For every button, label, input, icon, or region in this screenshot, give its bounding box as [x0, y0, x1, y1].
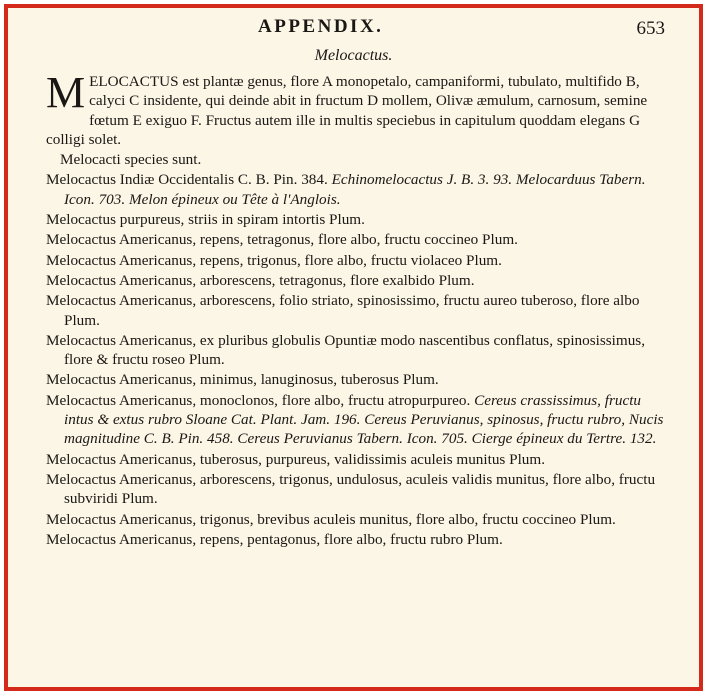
body-text: [46, 68, 671, 550]
section-title: Melocactus.: [314, 47, 393, 64]
entry-roman: Melocactus Americanus, monoclonos, flore albo, fructu atropurpureo.: [46, 391, 471, 409]
page-header: [8, 14, 699, 44]
running-title: APPENDIX.: [258, 16, 384, 37]
entry: [46, 450, 671, 469]
entry-roman: Melocactus Americanus, arborescens, tetragonus, flore exalbido Plum.: [46, 271, 475, 289]
entry: [46, 170, 671, 209]
entry-roman: Melocactus Americanus, arborescens, folio striato, spinosissimo, fructu aureo tuberoso, flore albo Plum.: [46, 292, 640, 329]
book-page: [8, 8, 699, 687]
intro-text: est plantæ genus, flore A monopetalo, campaniformi, tubulato, multifido B, calyci C insidente, qui deinde abit in fructum D mollem, Olivæ æmulum, carnosum, semine fœtum E exiguo F. Fructus autem ille in multis speciebus in capitulum quoddam elegans G colligi solet.: [46, 73, 648, 148]
entry-roman: Melocactus Americanus, repens, pentagonus, flore albo, fructu rubro Plum.: [46, 530, 503, 548]
entry: [46, 331, 671, 370]
entry: [46, 210, 671, 229]
entry: [46, 370, 671, 389]
entry-roman: Melocactus Americanus, ex pluribus globulis Opuntiæ modo nascentibus conflatus, spinosissimus, flore & fructu roseo Plum.: [46, 331, 646, 369]
drop-cap: M: [46, 68, 86, 117]
intro-paragraph: [46, 68, 671, 149]
red-frame: [4, 4, 703, 691]
entry-roman: Melocactus Americanus, trigonus, brevibus aculeis munitus, flore albo, fructu coccineo Plum.: [46, 510, 616, 528]
entry: [46, 291, 671, 330]
entry-roman: Melocactus Americanus, minimus, lanuginosus, tuberosus Plum.: [46, 371, 439, 389]
species-line: Melocacti species sunt.: [60, 151, 202, 169]
entry: [46, 251, 671, 270]
entry-italic: Cereus crassissimus, fructu intus & extus rubro Sloane Cat. Plant. Jam. 196. Cereus Peruvianus, spinosus, fructu rubro, Nucis magnitudine C. B. Pin. 458. Cereus Peruvianus Tabern. Icon. 705. Cierge épineux du Tertre. 132.: [64, 391, 664, 448]
entry: [46, 271, 671, 290]
entry: [46, 470, 671, 509]
entry-roman: Melocactus Americanus, repens, tetragonus, flore albo, fructu coccineo Plum.: [46, 231, 518, 249]
page-number: 653: [636, 18, 665, 39]
entry: [46, 530, 671, 549]
entry-roman: Melocactus Indiæ Occidentalis C. B. Pin. 384.: [46, 171, 328, 189]
entry: [46, 510, 671, 529]
intro-caps: ELOCACTUS: [89, 73, 179, 90]
entry-roman: Melocactus Americanus, arborescens, trigonus, undulosus, aculeis validis munitus, flore albo, fructu subviridi Plum.: [46, 470, 656, 508]
entry-roman: Melocactus purpureus, striis in spiram intortis Plum.: [46, 211, 365, 229]
entry-roman: Melocactus Americanus, repens, trigonus, flore albo, fructu violaceo Plum.: [46, 251, 502, 269]
entry-italic: Echinomelocactus J. B. 3. 93. Melocarduus Tabern. Icon. 703. Melon épineux ou Tête à l'Anglois.: [64, 171, 646, 208]
entry: [46, 230, 671, 249]
entry-roman: Melocactus Americanus, tuberosus, purpureus, validissimis aculeis munitus Plum.: [46, 450, 546, 468]
entry: [46, 391, 671, 449]
